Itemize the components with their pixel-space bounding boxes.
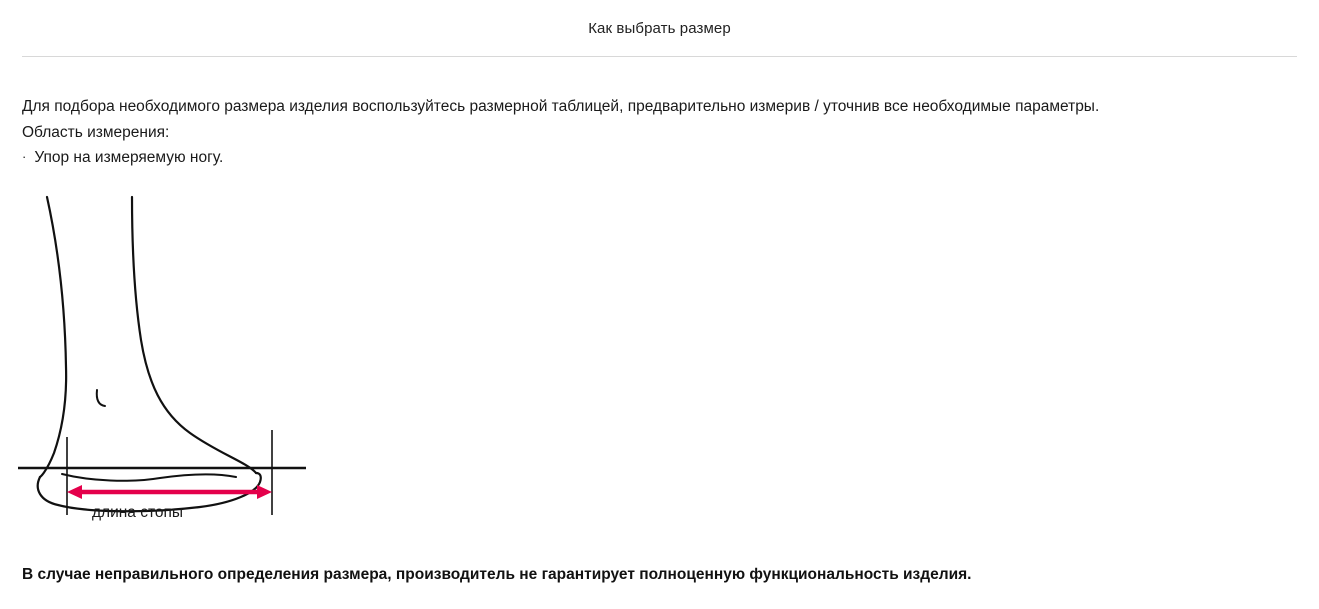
intro-paragraph: Для подбора необходимого размера изделия воспользуйтесь размерной таблицей, предварительно измерив / уточнив все необходимые параметры. [22,97,1100,115]
figure-caption: длина стопы [92,504,184,521]
bullet-marker: · [22,149,27,164]
toe-line [62,474,236,481]
leg-front-outline [132,197,256,473]
measurement-area-label: Область измерения: [22,124,170,141]
page-title: Как выбрать размер [588,19,731,37]
ankle-bone-mark [97,390,105,406]
warning-footnote: В случае неправильного определения размера, производитель не гарантирует полноценную функциональность изделия. [22,565,972,583]
leg-back-outline [40,197,66,477]
foot-measurement-diagram [10,185,340,530]
bullet-text: Упор на измеряемую ногу. [34,149,224,166]
header-divider [22,56,1297,57]
page-header [0,0,1319,56]
measurement-bullet-list [22,147,223,169]
foot-diagram-svg [10,185,340,530]
list-item [22,147,223,169]
